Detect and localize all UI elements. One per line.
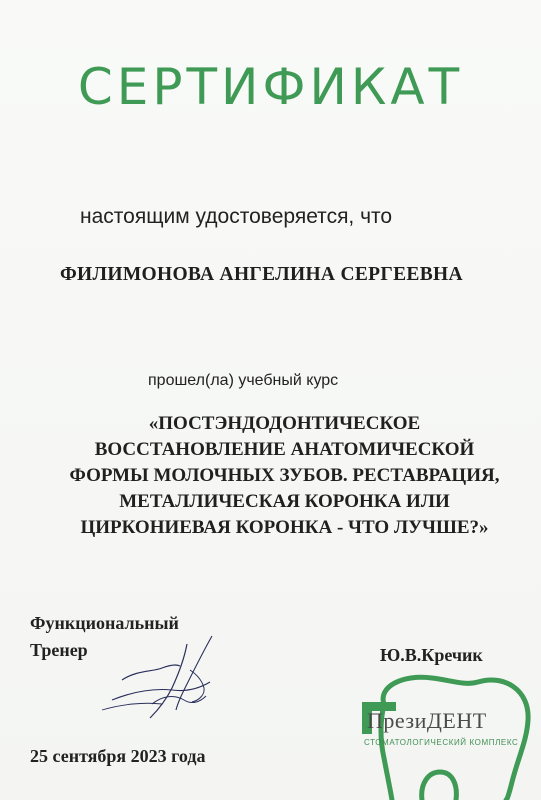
brand-tagline: СТОМАТОЛОГИЧЕСКИЙ КОМПЛЕКС [364, 738, 519, 747]
course-title-line: ЦИРКОНИЕВАЯ КОРОНКА - ЧТО ЛУЧШЕ?» [80, 517, 489, 538]
certification-statement: настоящим удостоверяется, что [80, 205, 393, 228]
course-title-line: ФОРМЫ МОЛОЧНЫХ ЗУБОВ. РЕСТАВРАЦИЯ, [69, 465, 500, 486]
signer-name: Ю.В.Кречик [380, 645, 483, 665]
course-title-line: ВОССТАНОВЛЕНИЕ АНАТОМИЧЕСКОЙ [94, 439, 475, 460]
role-line: Функциональный [30, 613, 179, 633]
handwritten-signature-icon [92, 630, 242, 725]
course-title-line: «ПОСТЭНДОДОНТИЧЕСКОЕ [148, 413, 421, 434]
course-intro: прошел(ла) учебный курс [148, 372, 339, 389]
brand-name: ПрезиДЕНТ [367, 708, 487, 733]
course-title [32, 411, 537, 541]
recipient-name: ФИЛИМОНОВА АНГЕЛИНА СЕРГЕЕВНА [60, 264, 463, 285]
course-title-line: МЕТАЛЛИЧЕСКАЯ КОРОНКА ИЛИ [119, 491, 450, 512]
issue-date: 25 сентября 2023 года [30, 746, 206, 766]
certificate-title: СЕРТИФИКАТ [77, 58, 464, 116]
role-line: Тренер [30, 640, 88, 660]
